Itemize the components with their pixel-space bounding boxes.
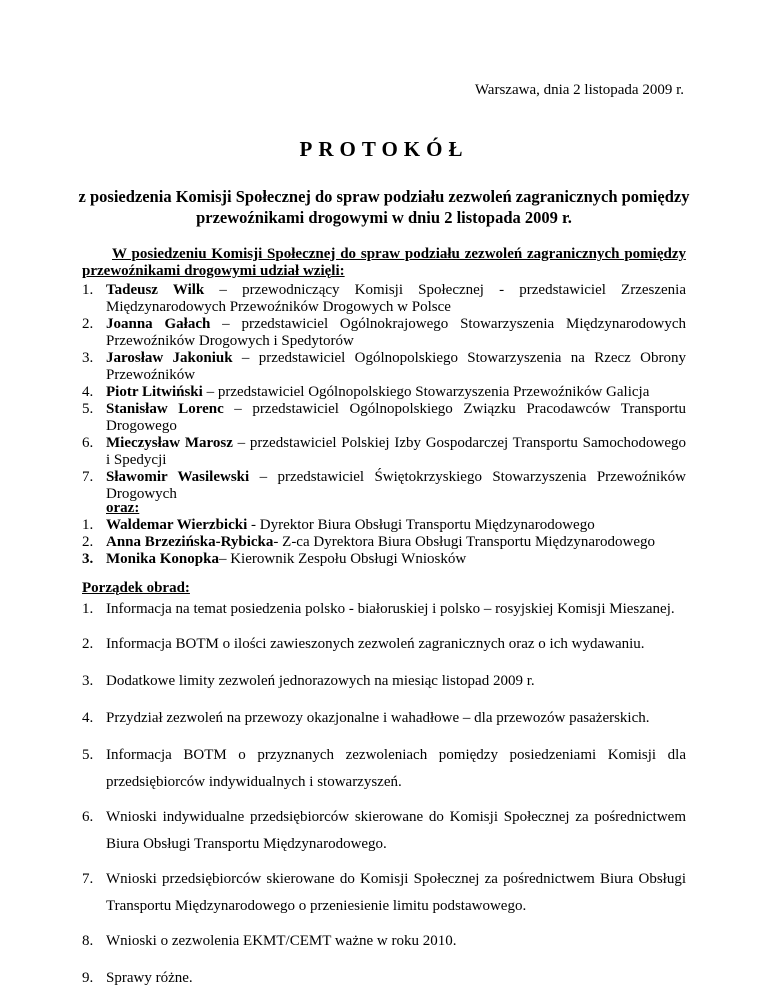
participant-item xyxy=(82,401,686,435)
guest-name: Monika Konopka xyxy=(106,551,219,567)
participant-role: – przedstawiciel Polskiej Izby Gospodarczej Transportu Samochodowego i Spedycji xyxy=(106,435,686,468)
guest-name: Waldemar Wierzbicki xyxy=(106,517,248,533)
guest-role: - Z-ca Dyrektora Biura Obsługi Transportu Międzynarodowego xyxy=(273,534,655,550)
list-number: 5. xyxy=(82,747,94,763)
participant-role: – przedstawiciel Świętokrzyskiego Stowarzyszenia Przewoźników Drogowych xyxy=(106,469,686,502)
participant-role: – przedstawiciel Ogólnopolskiego Stowarzyszenia na Rzecz Obrony Przewoźników xyxy=(106,350,686,383)
agenda-item xyxy=(82,596,686,623)
document-date: Warszawa, dnia 2 listopada 2009 r. xyxy=(474,82,684,98)
list-number: 6. xyxy=(82,435,94,451)
participant-role: – przedstawiciel Ogólnopolskiego Związku Pracodawców Transportu Drogowego xyxy=(106,401,686,434)
guest-name: Anna Brzezińska-Rybicka xyxy=(106,534,274,550)
participant-item xyxy=(82,435,686,469)
list-number: 4. xyxy=(82,710,94,726)
participants-intro: W posiedzeniu Komisji Społecznej do spraw podziału zezwoleń zagranicznych pomiędzy przewoźnikami drogowymi udział wzięli: xyxy=(82,246,686,279)
guest-item xyxy=(82,517,686,534)
document-subtitle: z posiedzenia Komisji Społecznej do spraw podziału zezwoleń zagranicznych pomiędzy przewoźnikami drogowymi w dniu 2 listopada 2009 r. xyxy=(78,187,690,227)
participant-item xyxy=(82,282,686,316)
guest-item xyxy=(82,551,686,568)
participant-name: Tadeusz Wilk xyxy=(106,282,205,298)
agenda-item xyxy=(82,668,686,695)
agenda-item xyxy=(82,742,686,796)
list-number: 6. xyxy=(82,809,94,825)
participant-item xyxy=(82,316,686,350)
participant-name: Mieczysław Marosz xyxy=(106,435,233,451)
list-number: 1. xyxy=(82,517,94,533)
participant-name: Piotr Litwiński xyxy=(106,384,203,400)
agenda-item xyxy=(82,928,686,955)
list-number: 3. xyxy=(82,551,94,567)
guests-label: oraz: xyxy=(106,500,140,516)
list-number: 2. xyxy=(82,316,94,332)
agenda-item xyxy=(82,705,686,732)
agenda-label: Porządek obrad: xyxy=(82,580,190,596)
list-number: 1. xyxy=(82,282,94,298)
agenda-text: Informacja BOTM o przyznanych zezwoleniach pomiędzy posiedzeniami Komisji dla przedsiębiorców indywidualnych i stowarzyszeń. xyxy=(106,747,686,790)
agenda-text: Sprawy różne. xyxy=(106,970,193,986)
participant-role: – przedstawiciel Ogólnokrajowego Stowarzyszenia Międzynarodowych Przewoźników Drogowych i Spedytorów xyxy=(106,316,686,349)
list-number: 4. xyxy=(82,384,94,400)
list-number: 5. xyxy=(82,401,94,417)
participant-item xyxy=(82,350,686,384)
list-number: 8. xyxy=(82,933,94,949)
guests-list xyxy=(82,517,686,568)
list-number: 1. xyxy=(82,601,94,617)
participant-role: – przewodniczący Komisji Społecznej - przedstawiciel Zrzeszenia Międzynarodowych Przewoźników Drogowych w Polsce xyxy=(106,282,686,315)
participant-name: Jarosław Jakoniuk xyxy=(106,350,233,366)
agenda-text: Informacja na temat posiedzenia polsko - białoruskiej i polsko – rosyjskiej Komisji Mieszanej. xyxy=(106,601,675,617)
agenda-item xyxy=(82,631,686,658)
participant-item xyxy=(82,469,686,503)
agenda-text: Dodatkowe limity zezwoleń jednorazowych na miesiąc listopad 2009 r. xyxy=(106,673,535,689)
document-title: PROTOKÓŁ xyxy=(299,137,469,161)
participant-role: – przedstawiciel Ogólnopolskiego Stowarzyszenia Przewoźników Galicja xyxy=(202,384,650,400)
list-number: 3. xyxy=(82,673,94,689)
list-number: 9. xyxy=(82,970,94,986)
agenda-list xyxy=(82,596,686,1002)
list-number: 2. xyxy=(82,636,94,652)
agenda-text: Przydział zezwoleń na przewozy okazjonalne i wahadłowe – dla przewozów pasażerskich. xyxy=(106,710,650,726)
agenda-item xyxy=(82,804,686,858)
list-number: 7. xyxy=(82,469,94,485)
participants-list xyxy=(82,282,686,503)
participant-name: Joanna Gałach xyxy=(106,316,211,332)
list-number: 2. xyxy=(82,534,94,550)
participant-name: Stanisław Lorenc xyxy=(106,401,224,417)
list-number: 7. xyxy=(82,871,94,887)
guest-item xyxy=(82,534,686,551)
agenda-text: Wnioski o zezwolenia EKMT/CEMT ważne w roku 2010. xyxy=(106,933,457,949)
list-number: 3. xyxy=(82,350,94,366)
agenda-text: Wnioski przedsiębiorców skierowane do Komisji Społecznej za pośrednictwem Biura Obsługi Transportu Międzynarodowego o przeniesienie limitu podstawowego. xyxy=(106,871,686,914)
agenda-text: Wnioski indywidualne przedsiębiorców skierowane do Komisji Społecznej za pośrednictwem Biura Obsługi Transportu Międzynarodowego. xyxy=(106,809,686,852)
agenda-item xyxy=(82,965,686,992)
agenda-text: Informacja BOTM o ilości zawieszonych zezwoleń zagranicznych oraz o ich wydawaniu. xyxy=(106,636,645,652)
agenda-item xyxy=(82,866,686,920)
guest-role: - Dyrektor Biura Obsługi Transportu Międzynarodowego xyxy=(247,517,595,533)
guest-role: – Kierownik Zespołu Obsługi Wniosków xyxy=(218,551,467,567)
participant-name: Sławomir Wasilewski xyxy=(106,469,250,485)
participant-item xyxy=(82,384,686,401)
